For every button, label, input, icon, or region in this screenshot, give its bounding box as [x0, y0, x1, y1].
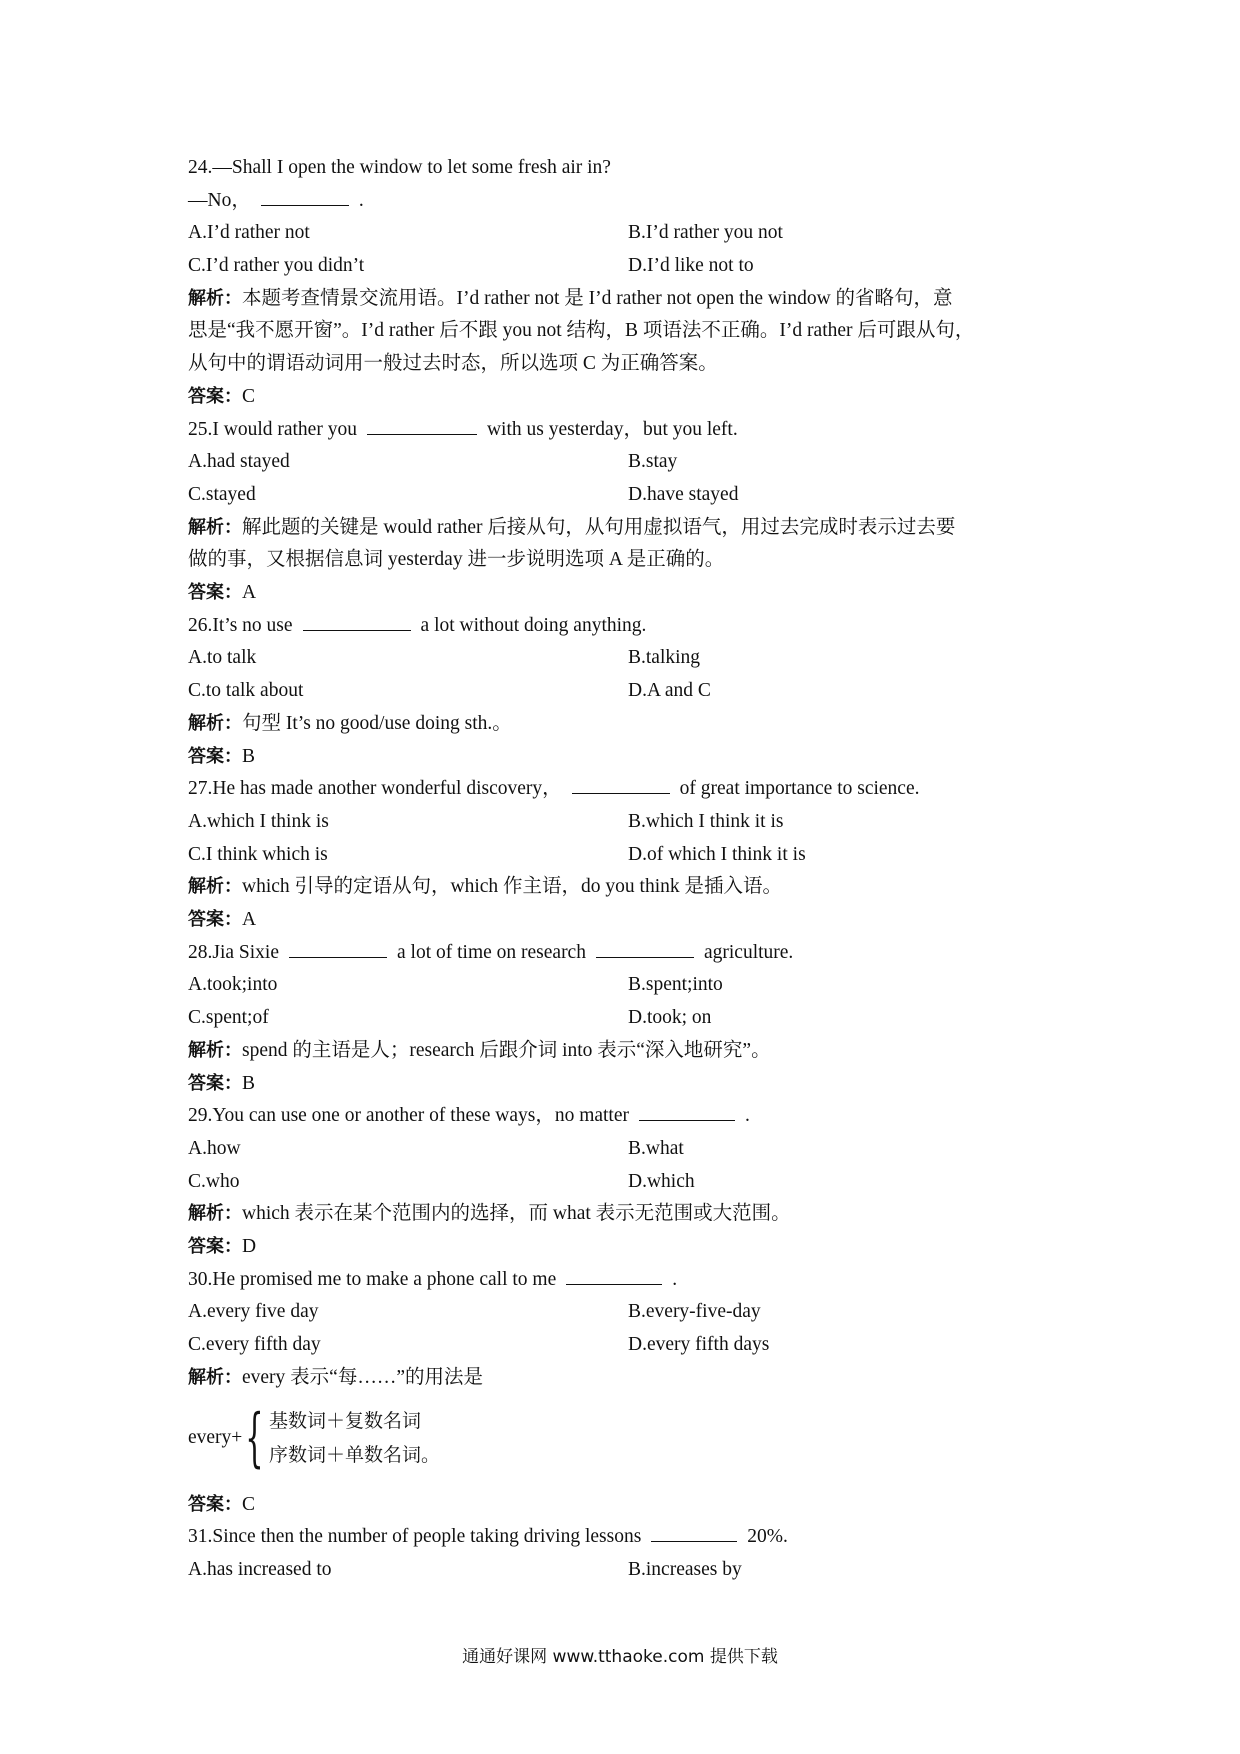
- answer-label: 答案：: [188, 745, 242, 767]
- answer-blank: [651, 1523, 737, 1542]
- explanation-label: 解析：: [188, 1366, 242, 1388]
- explanation-text: 句型 It’s no good/use doing sth.。: [242, 712, 512, 734]
- stem-text: 24.—Shall I open the window to let some fresh air in?: [188, 157, 611, 178]
- option: A.which I think is: [188, 810, 329, 832]
- page-footer: 通通好课网 www.tthaoke.com 提供下载: [462, 1647, 778, 1667]
- stem-text: agriculture.: [703, 941, 794, 963]
- question-stem: [188, 1521, 1068, 1554]
- option: A.I’d rather not: [188, 222, 310, 244]
- stem-text: —No，: [188, 189, 251, 211]
- explanation: [188, 1362, 1068, 1395]
- question-block: [188, 1264, 1068, 1521]
- question-block: [188, 773, 1068, 936]
- explanation-line: [188, 871, 1068, 904]
- stem-text: a lot of time on research: [397, 941, 586, 963]
- answer-blank: [566, 1266, 662, 1285]
- question-block: [188, 1521, 1068, 1586]
- explanation-line: [188, 283, 1068, 316]
- question-stem: [188, 937, 1068, 970]
- explanation-label: 解析：: [188, 876, 242, 898]
- explanation: [188, 708, 1068, 741]
- option-row: [188, 642, 1068, 675]
- formula-lines: [269, 1404, 440, 1472]
- option: A.took;into: [188, 974, 278, 996]
- question-block: [188, 610, 1068, 773]
- answer-value: C: [242, 1493, 256, 1515]
- option: C.every fifth day: [188, 1334, 321, 1356]
- stem-text: 25.I would rather you: [188, 418, 357, 440]
- answer-value: B: [242, 1072, 256, 1094]
- option-row: [188, 839, 1068, 872]
- answer-label: 答案：: [188, 385, 242, 407]
- question-stem: [188, 1264, 1068, 1297]
- answer-value: C: [242, 385, 256, 407]
- stem-text: .: [358, 189, 364, 211]
- explanation-line: [188, 1362, 1068, 1395]
- answer-label: 答案：: [188, 909, 242, 931]
- answer-value: B: [242, 745, 256, 767]
- option-row: [188, 1002, 1068, 1035]
- option-row: [188, 1329, 1068, 1362]
- explanation-text: spend 的主语是人；research 后跟介词 into 表示“深入地研究”。: [242, 1039, 771, 1061]
- option-row: [188, 1166, 1068, 1199]
- option: C.I’d rather you didn’t: [188, 255, 365, 277]
- stem-text: 20%.: [747, 1526, 788, 1548]
- stem-text: a lot without doing anything.: [420, 614, 647, 636]
- option-row: [188, 675, 1068, 708]
- explanation-label: 解析：: [188, 712, 242, 734]
- option: D.which: [628, 1170, 695, 1192]
- option: C.who: [188, 1170, 240, 1192]
- explanation-text: 本题考查情景交流用语。I’d rather not 是 I’d rather not open the window 的省略句，意: [242, 287, 953, 309]
- option-row: [188, 446, 1068, 479]
- explanation-label: 解析：: [188, 1203, 242, 1225]
- answer-label: 答案：: [188, 1072, 242, 1094]
- explanation-line: [188, 315, 1068, 348]
- option: B.spent;into: [628, 974, 723, 996]
- explanation-line: [188, 512, 1068, 545]
- answer-blank: [261, 187, 349, 206]
- option: D.I’d like not to: [628, 255, 754, 277]
- option: A.how: [188, 1137, 241, 1159]
- answer-label: 答案：: [188, 582, 242, 604]
- answer-label: 答案：: [188, 1493, 242, 1515]
- option: B.which I think it is: [628, 810, 784, 832]
- explanation-label: 解析：: [188, 1039, 242, 1061]
- option: A.to talk: [188, 647, 257, 669]
- option: C.stayed: [188, 483, 256, 505]
- stem-text: .: [672, 1268, 678, 1290]
- stem-text: 26.It’s no use: [188, 614, 293, 636]
- stem-text: with us yesterday，but you left.: [486, 418, 738, 440]
- question-list: [188, 152, 1068, 1587]
- formula-lead: every+: [188, 1426, 243, 1448]
- explanation-text: 做的事，又根据信息词 yesterday 进一步说明选项 A 是正确的。: [188, 549, 725, 571]
- question-stem: [188, 610, 1068, 643]
- explanation: [188, 512, 1068, 577]
- explanation-label: 解析：: [188, 516, 242, 538]
- option: C.to talk about: [188, 680, 304, 702]
- answer-value: A: [242, 582, 257, 604]
- brace-symbol: {: [245, 1400, 264, 1475]
- answer-line: [188, 904, 1068, 937]
- answer-blank: [367, 416, 477, 435]
- explanation-text: 解此题的关键是 would rather 后接从句，从句用虚拟语气，用过去完成时表示过去要: [242, 516, 956, 538]
- stem-text: .: [745, 1105, 750, 1127]
- question-stem: [188, 414, 1068, 447]
- option-row: [188, 250, 1068, 283]
- explanation: [188, 871, 1068, 904]
- stem-text: 30.He promised me to make a phone call to me: [188, 1268, 557, 1290]
- explanation: [188, 1035, 1068, 1068]
- answer-line: [188, 381, 1068, 414]
- question-stem: [188, 185, 1068, 218]
- answer-value: D: [242, 1236, 257, 1258]
- option: D.A and C: [628, 680, 711, 702]
- answer-blank: [639, 1102, 735, 1121]
- option-row: [188, 479, 1068, 512]
- question-block: [188, 414, 1068, 610]
- option: B.what: [628, 1137, 684, 1159]
- option: D.took; on: [628, 1007, 712, 1029]
- option: D.of which I think it is: [628, 843, 806, 865]
- answer-line: [188, 577, 1068, 610]
- option: B.increases by: [628, 1558, 742, 1580]
- option: A.has increased to: [188, 1558, 332, 1580]
- stem-text: 29.You can use one or another of these ways，no matter: [188, 1105, 629, 1127]
- explanation-line: [188, 1035, 1068, 1068]
- option: B.I’d rather you not: [628, 222, 783, 244]
- answer-value: A: [242, 909, 257, 931]
- option-row: [188, 217, 1068, 250]
- option: B.stay: [628, 451, 678, 473]
- option-row: [188, 1554, 1068, 1587]
- answer-line: [188, 1489, 1068, 1522]
- formula-line: 基数词＋复数名词: [269, 1409, 422, 1432]
- option-row: [188, 1296, 1068, 1329]
- option: C.spent;of: [188, 1007, 269, 1029]
- option: C.I think which is: [188, 843, 328, 865]
- question-block: [188, 152, 1068, 414]
- explanation-label: 解析：: [188, 287, 242, 309]
- answer-line: [188, 1231, 1068, 1264]
- explanation-text: which 表示在某个范围内的选择，而 what 表示无范围或大范围。: [242, 1203, 791, 1225]
- explanation-line: [188, 348, 1068, 381]
- stem-text: 31.Since then the number of people taking driving lessons: [188, 1526, 642, 1548]
- answer-label: 答案：: [188, 1236, 242, 1258]
- stem-text: 27.He has made another wonderful discovery，: [188, 778, 562, 800]
- answer-blank: [289, 939, 387, 958]
- formula-line: 序数词＋单数名词。: [269, 1443, 441, 1466]
- option-row: [188, 969, 1068, 1002]
- option: A.every five day: [188, 1301, 319, 1323]
- question-block: [188, 937, 1068, 1100]
- option-row: [188, 1133, 1068, 1166]
- question-stem: [188, 152, 1068, 185]
- answer-blank: [303, 612, 411, 631]
- question-stem: [188, 1100, 1068, 1133]
- formula: [188, 1399, 1068, 1477]
- option-row: [188, 806, 1068, 839]
- explanation-text: which 引导的定语从句，which 作主语，do you think 是插入语。: [242, 876, 783, 898]
- explanation-text: every 表示“每……”的用法是: [242, 1366, 483, 1388]
- answer-line: [188, 1068, 1068, 1101]
- explanation-line: [188, 708, 1068, 741]
- option: D.every fifth days: [628, 1334, 770, 1356]
- explanation: [188, 1198, 1068, 1231]
- option: B.talking: [628, 647, 701, 669]
- explanation-text: 思是“我不愿开窗”。I’d rather 后不跟 you not 结构，B 项语法不正确。I’d rather 后可跟从句，: [188, 320, 975, 342]
- question-block: [188, 1100, 1068, 1263]
- answer-line: [188, 741, 1068, 774]
- formula-tail: 。: [421, 1443, 441, 1466]
- explanation-text: 从句中的谓语动词用一般过去时态，所以选项 C 为正确答案。: [188, 353, 718, 375]
- explanation-line: [188, 544, 1068, 577]
- explanation: [188, 283, 1068, 381]
- explanation-line: [188, 1198, 1068, 1231]
- answer-blank: [596, 939, 694, 958]
- option: A.had stayed: [188, 451, 290, 473]
- question-stem: [188, 773, 1068, 806]
- option: D.have stayed: [628, 483, 739, 505]
- stem-text: of great importance to science.: [679, 778, 920, 800]
- option: B.every-five-day: [628, 1301, 761, 1323]
- stem-text: 28.Jia Sixie: [188, 941, 279, 963]
- answer-blank: [572, 775, 670, 794]
